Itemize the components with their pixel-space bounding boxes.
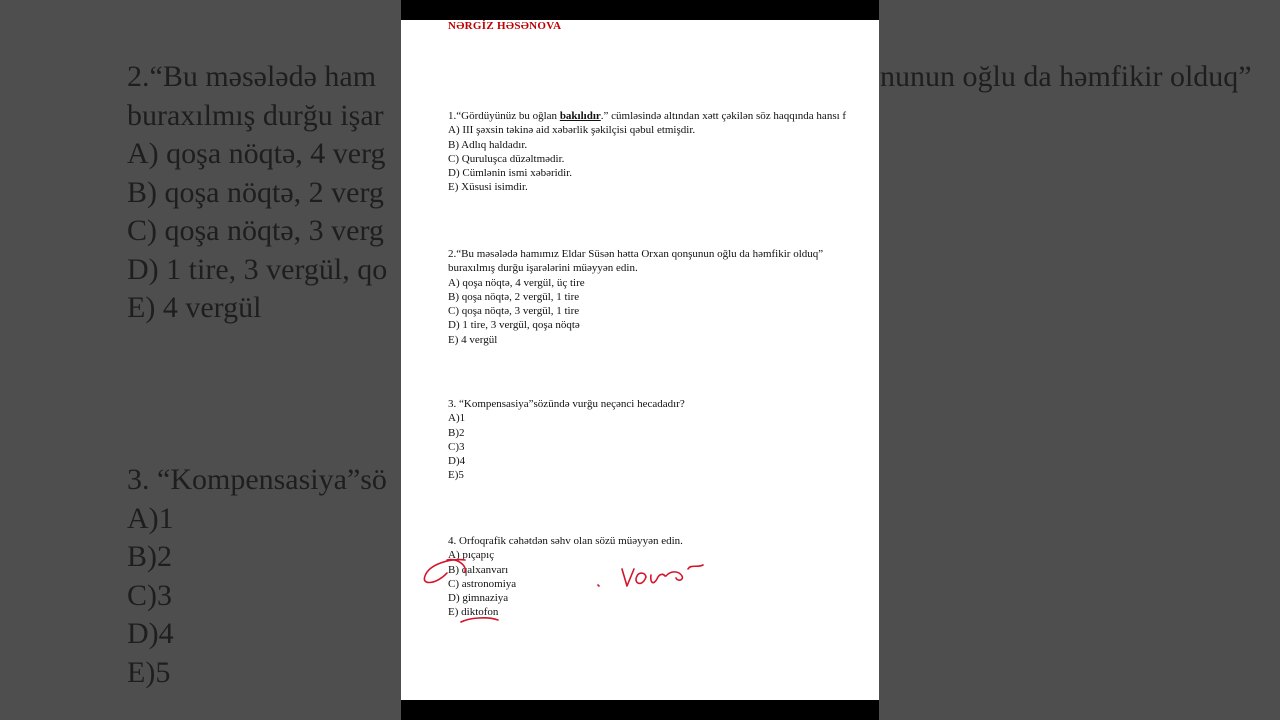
- question-4: [448, 534, 683, 620]
- question-2: [448, 247, 823, 347]
- bg-option: A)1: [127, 501, 174, 535]
- bg-question-2: [127, 58, 387, 328]
- bg-line: buraxılmış durğu işar: [127, 98, 384, 132]
- bg-line: 3. “Kompensasiya”sö: [127, 463, 387, 496]
- option-a: A) qoşa nöqtə, 4 vergül, üç tire: [448, 276, 585, 289]
- option-d: D) 1 tire, 3 vergül, qoşa nöqtə: [448, 319, 580, 332]
- question-4-stem: 4. Orfoqrafik cəhətdən səhv olan sözü müəyyən edin.: [448, 535, 683, 547]
- option-a: A) III şəxsin təkinə aid xəbərlik şəkilçisi qəbul etmişdir.: [448, 124, 696, 137]
- option-d: D) gimnaziya: [448, 592, 509, 605]
- question-3: [448, 397, 685, 483]
- bg-option: A) qoşa nöqtə, 4 verg: [127, 137, 386, 170]
- option-c: C) Quruluşca düzəltmədir.: [448, 152, 565, 165]
- option-b: B)2: [448, 426, 465, 439]
- bg-question-2-right: nunun oğlu da həmfikir olduq”: [880, 60, 1252, 93]
- bg-option: D)4: [127, 617, 174, 650]
- stem-text: 1.“Gördüyünüz bu oğlan: [448, 110, 560, 122]
- bg-option: C)3: [127, 578, 172, 612]
- bg-option: E)5: [127, 655, 171, 689]
- option-c: C)3: [448, 440, 465, 453]
- question-1: [448, 109, 846, 195]
- option-b: B) qoşa nöqtə, 2 vergül, 1 tire: [448, 290, 580, 303]
- bg-option: E) 4 vergül: [127, 291, 262, 324]
- option-d: D)4: [448, 455, 466, 468]
- bg-question-3: [127, 461, 387, 692]
- bg-option: C) qoşa nöqtə, 3 verg: [127, 214, 384, 247]
- author-name: NƏRGİZ HƏSƏNOVA: [448, 20, 562, 32]
- bg-option: B)2: [127, 540, 172, 573]
- underlined-word: bakılıdır: [559, 110, 601, 122]
- option-b: B) Adlıq haldadır.: [448, 138, 528, 151]
- option-a: A) pıçapıç: [448, 549, 495, 562]
- option-c: C) astronomiya: [448, 577, 517, 590]
- option-e: E) 4 vergül: [448, 333, 498, 346]
- option-e: E)5: [448, 469, 464, 482]
- option-d: D) Cümlənin ismi xəbəridir.: [448, 167, 573, 180]
- option-b: B) qalxanvarı: [448, 563, 509, 576]
- question-3-stem: 3. “Kompensasiya”sözündə vurğu neçənci hecadadır?: [448, 398, 685, 410]
- question-2-stem: 2.“Bu məsələdə hamımız Eldar Süsən hətta Orxan qonşunun oğlu da həmfikir olduq”: [448, 248, 824, 260]
- question-2-stem: buraxılmış durğu işarələrini müəyyən edin.: [448, 262, 638, 275]
- option-e: E) Xüsusi isimdir.: [448, 181, 528, 194]
- bg-option: D) 1 tire, 3 vergül, qo: [127, 252, 388, 286]
- option-a: A)1: [448, 412, 466, 425]
- stem-text: .” cümləsində altından xətt çəkilən söz haqqında hansı f: [600, 110, 847, 122]
- document-page: [401, 20, 879, 700]
- option-e: E) diktofon: [448, 606, 499, 619]
- bg-line: 2.“Bu məsələdə ham: [127, 60, 377, 93]
- option-c: C) qoşa nöqtə, 3 vergül, 1 tire: [448, 305, 580, 318]
- question-1-stem: [448, 109, 846, 123]
- bg-option: B) qoşa nöqtə, 2 verg: [127, 175, 384, 209]
